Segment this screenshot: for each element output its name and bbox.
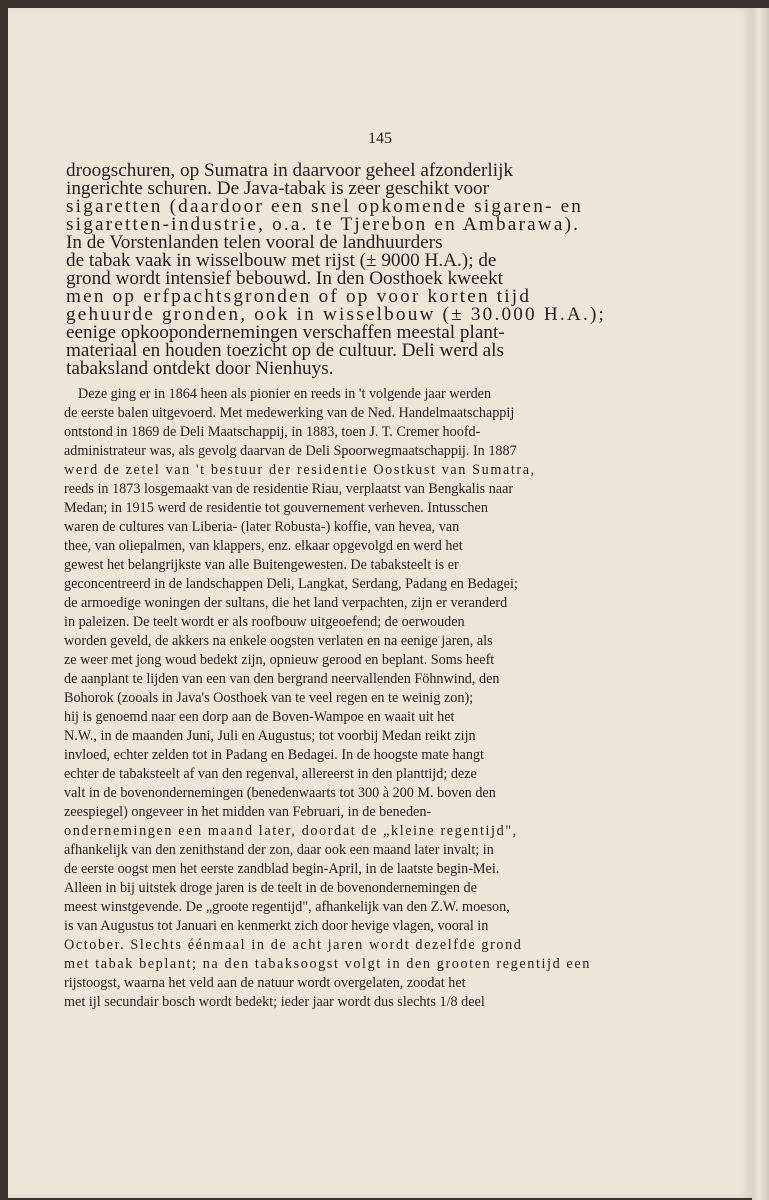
- text-line: afhankelijk van den zenithstand der zon, daar ook een maand later invalt; in: [64, 842, 494, 858]
- text-line: Medan; in 1915 werd de residentie tot gouvernement verheven. Intusschen: [64, 500, 488, 516]
- text-line: ze weer met jong woud bedekt zijn, opnieuw gerood en beplant. Soms heeft: [64, 652, 495, 668]
- text-line: October. Slechts éénmaal in de acht jaren wordt dezelfde grond: [64, 937, 523, 953]
- text-line: de aanplant te lijden van een van den bergrand neervallenden Föhnwind, den: [64, 671, 500, 687]
- text-line: geconcentreerd in de landschappen Deli, Langkat, Serdang, Padang en Bedagei;: [64, 576, 518, 592]
- text-line: de eerste balen uitgevoerd. Met medewerking van de Ned. Handelmaatschappij: [64, 405, 515, 421]
- text-line: de armoedige woningen der sultans, die het land verpachten, zijn er veranderd: [64, 595, 508, 611]
- text-line: droogschuren, op Sumatra in daarvoor geheel afzonderlijk: [66, 160, 514, 181]
- text-line: in paleizen. De teelt wordt er als roofbouw uitgeoefend; de oerwouden: [64, 614, 465, 630]
- text-line: ontstond in 1869 de Deli Maatschappij, in 1883, toen J. T. Cremer hoofd-: [64, 424, 481, 440]
- text-line: In de Vorstenlanden telen vooral de landhuurders: [66, 232, 443, 253]
- text-line: eenige opkoopondernemingen verschaffen meestal plant-: [66, 322, 505, 343]
- text-line: valt in de bovenondernemingen (benedenwaarts tot 300 à 200 M. boven den: [64, 785, 496, 801]
- text-line: echter de tabaksteelt af van den regenval, allereerst in den planttijd; deze: [64, 766, 477, 782]
- text-line: invloed, echter zelden tot in Padang en Bedagei. In de hoogste mate hangt: [64, 747, 484, 763]
- text-line: hij is genoemd naar een dorp aan de Boven-Wampoe en waait uit het: [64, 709, 455, 725]
- page-number: 145: [368, 130, 392, 147]
- text-line: waren de cultures van Liberia- (later Robusta-) koffie, van hevea, van: [64, 519, 460, 535]
- text-line: meest winstgevende. De „groote regentijd", afhankelijk van den Z.W. moeson,: [64, 899, 510, 915]
- text-line: gewest het belangrijkste van alle Buitengewesten. De tabaksteelt is er: [64, 557, 459, 573]
- text-line: administrateur was, als gevolg daarvan de Deli Spoorwegmaatschappij. In 1887: [64, 443, 517, 459]
- text-line: gehuurde gronden, ook in wisselbouw (± 30.000 H.A.);: [66, 304, 607, 325]
- text-line: N.W., in de maanden Juni, Juli en Augustus; tot voorbij Medan reikt zijn: [64, 728, 476, 744]
- text-line: met ijl secundair bosch wordt bedekt; ieder jaar wordt dus slechts 1/8 deel: [64, 994, 485, 1010]
- text-line: Alleen in bij uitstek droge jaren is de teelt in de bovenondernemingen de: [64, 880, 477, 896]
- text-line: thee, van oliepalmen, van klappers, enz. elkaar opgevolgd en werd het: [64, 538, 463, 554]
- text-line: reeds in 1873 losgemaakt van de residentie Riau, verplaatst van Bengkalis naar: [64, 481, 514, 497]
- text-line: sigaretten (daardoor een snel opkomende sigaren- en: [66, 196, 584, 217]
- text-line: is van Augustus tot Januari en kenmerkt zich door hevige vlagen, vooral in: [64, 918, 489, 934]
- text-line: tabaksland ontdekt door Nienhuys.: [66, 358, 334, 379]
- book-page: [8, 8, 752, 1198]
- text-line: rijstoogst, waarna het veld aan de natuur wordt overgelaten, zoodat het: [64, 975, 466, 991]
- text-line: sigaretten-industrie, o.a. te Tjerebon en Ambarawa).: [66, 214, 581, 235]
- text-line: werd de zetel van 't bestuur der residentie Oostkust van Sumatra,: [64, 462, 536, 478]
- text-line: met tabak beplant; na den tabaksoogst volgt in den grooten regentijd een: [64, 956, 591, 972]
- text-line: zeespiegel) ongeveer in het midden van Februari, in de beneden-: [64, 804, 432, 820]
- text-line: Bohorok (zooals in Java's Oosthoek van te veel regen en te weinig zon);: [64, 690, 474, 706]
- text-line: grond wordt intensief bebouwd. In den Oosthoek kweekt: [66, 268, 503, 289]
- text-line: de tabak vaak in wisselbouw met rijst (± 9000 H.A.); de: [66, 250, 497, 271]
- text-line: de eerste oogst men het eerste zandblad begin-April, in de laatste begin-Mei.: [64, 861, 500, 877]
- text-line: materiaal en houden toezicht op de cultuur. Deli werd als: [66, 340, 504, 361]
- text-line: worden geveld, de akkers na enkele oogsten verlaten en na eenige jaren, als: [64, 633, 493, 649]
- text-line: Deze ging er in 1864 heen als pionier en reeds in 't volgende jaar werden: [78, 386, 492, 402]
- text-line: ondernemingen een maand later, doordat de „kleine regentijd",: [64, 823, 518, 839]
- page-edge: [752, 8, 769, 1200]
- text-line: men op erfpachtsgronden of op voor korten tijd: [66, 286, 532, 307]
- text-line: ingerichte schuren. De Java-tabak is zeer geschikt voor: [66, 178, 490, 199]
